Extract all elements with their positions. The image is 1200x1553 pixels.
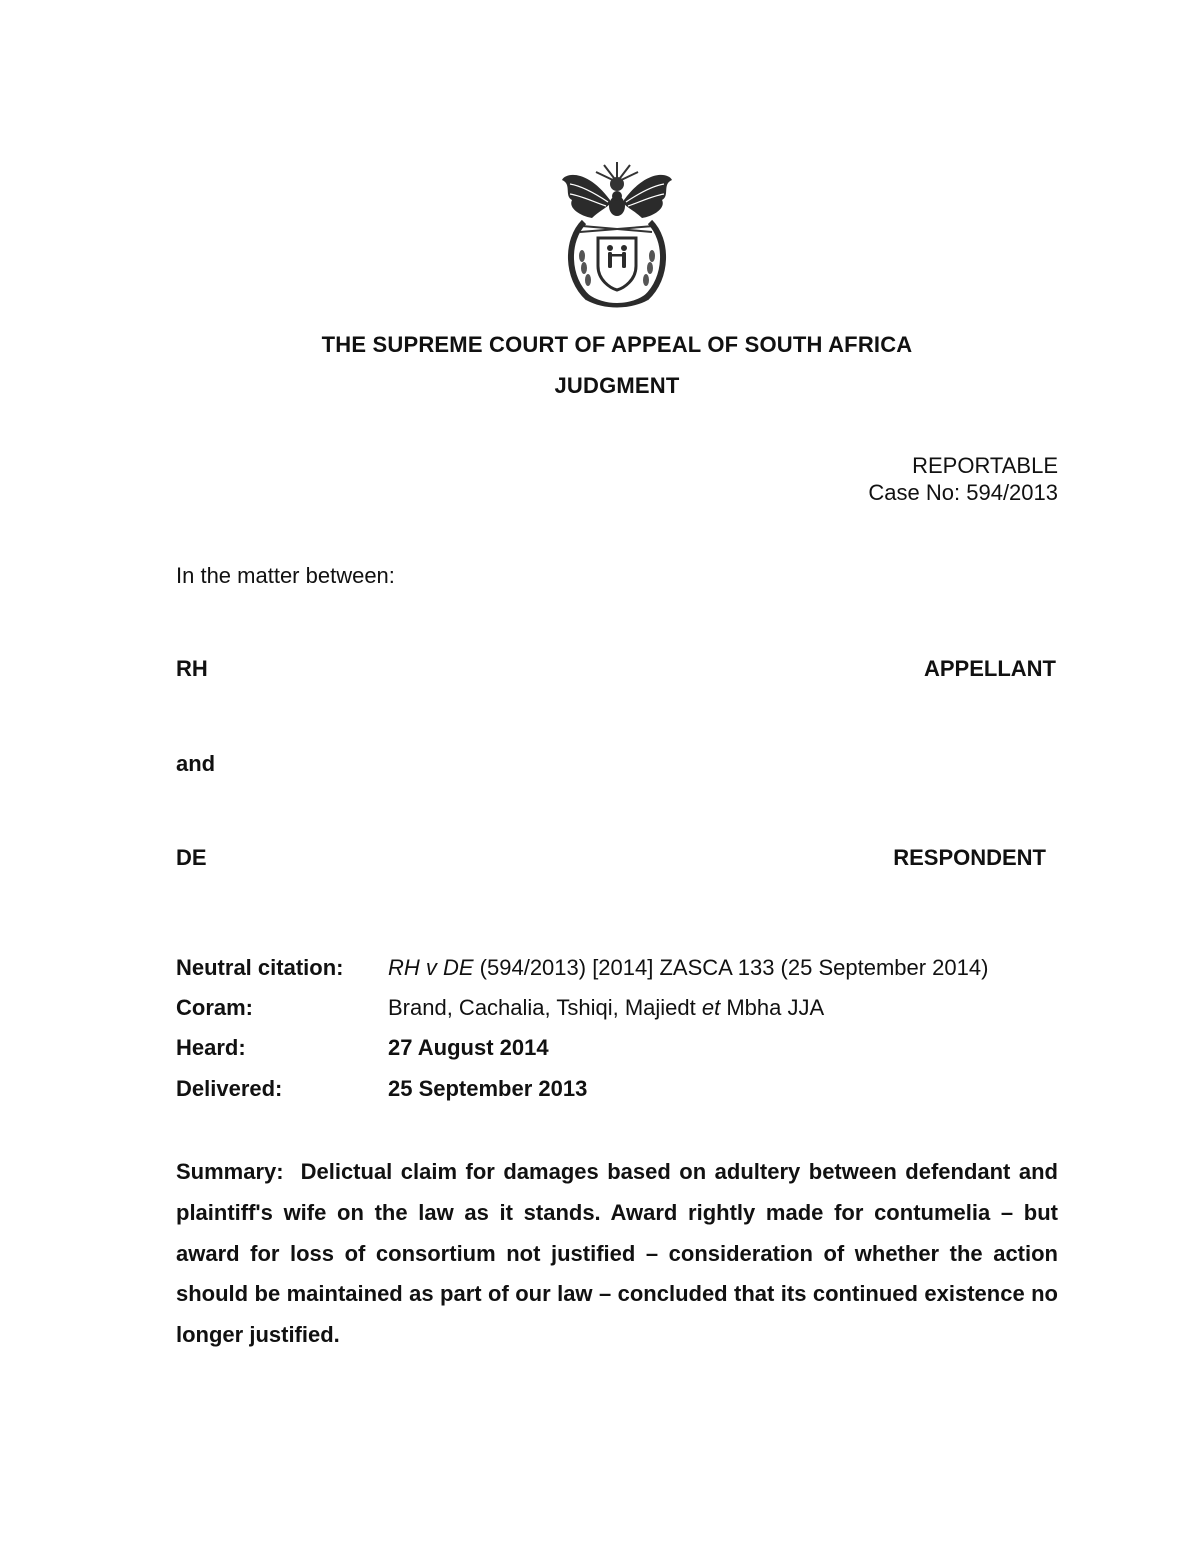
parties-intro: In the matter between: — [176, 563, 395, 588]
neutral-citation-label: Neutral citation: — [176, 955, 344, 980]
respondent-name: DE — [176, 845, 207, 870]
respondent-role: RESPONDENT — [893, 845, 1046, 870]
heard-date: 27 August 2014 — [388, 1035, 549, 1060]
summary-paragraph — [176, 1152, 1058, 1356]
summary-text: Delictual claim for damages based on adultery between defendant and plaintiff's wife on the law as it stands. Award rightly made for contumelia – but award for loss of consortium not justified – consideration of whether the action should be maintained as part of our law – concluded that its continued existence no longer justified. — [176, 1159, 1058, 1348]
case-number: Case No: 594/2013 — [868, 480, 1058, 505]
parties-conjunction: and — [176, 751, 216, 776]
citation-reference: (594/2013) [2014] ZASCA 133 (25 September 2014) — [473, 955, 989, 980]
delivered-label: Delivered: — [176, 1076, 283, 1101]
summary-label: Summary: — [176, 1159, 284, 1184]
coram-label: Coram: — [176, 995, 254, 1020]
appellant-role: APPELLANT — [924, 656, 1056, 681]
coram-judges: Brand, Cachalia, Tshiqi, Majiedt — [388, 995, 702, 1020]
appellant-name: RH — [176, 656, 208, 681]
coram-et: et — [701, 995, 721, 1020]
coat-of-arms-emblem — [558, 160, 676, 308]
heard-label: Heard: — [176, 1035, 246, 1060]
coram-last-judge: Mbha JJA — [720, 995, 825, 1020]
document-type-heading: JUDGMENT — [554, 373, 680, 398]
coram-value — [388, 995, 824, 1021]
court-title: THE SUPREME COURT OF APPEAL OF SOUTH AFRICA — [321, 332, 913, 357]
reportable-label: REPORTABLE — [912, 453, 1058, 478]
delivered-date: 25 September 2013 — [388, 1076, 588, 1101]
citation-case-name: RH v DE — [388, 955, 474, 980]
neutral-citation-value — [388, 955, 988, 981]
